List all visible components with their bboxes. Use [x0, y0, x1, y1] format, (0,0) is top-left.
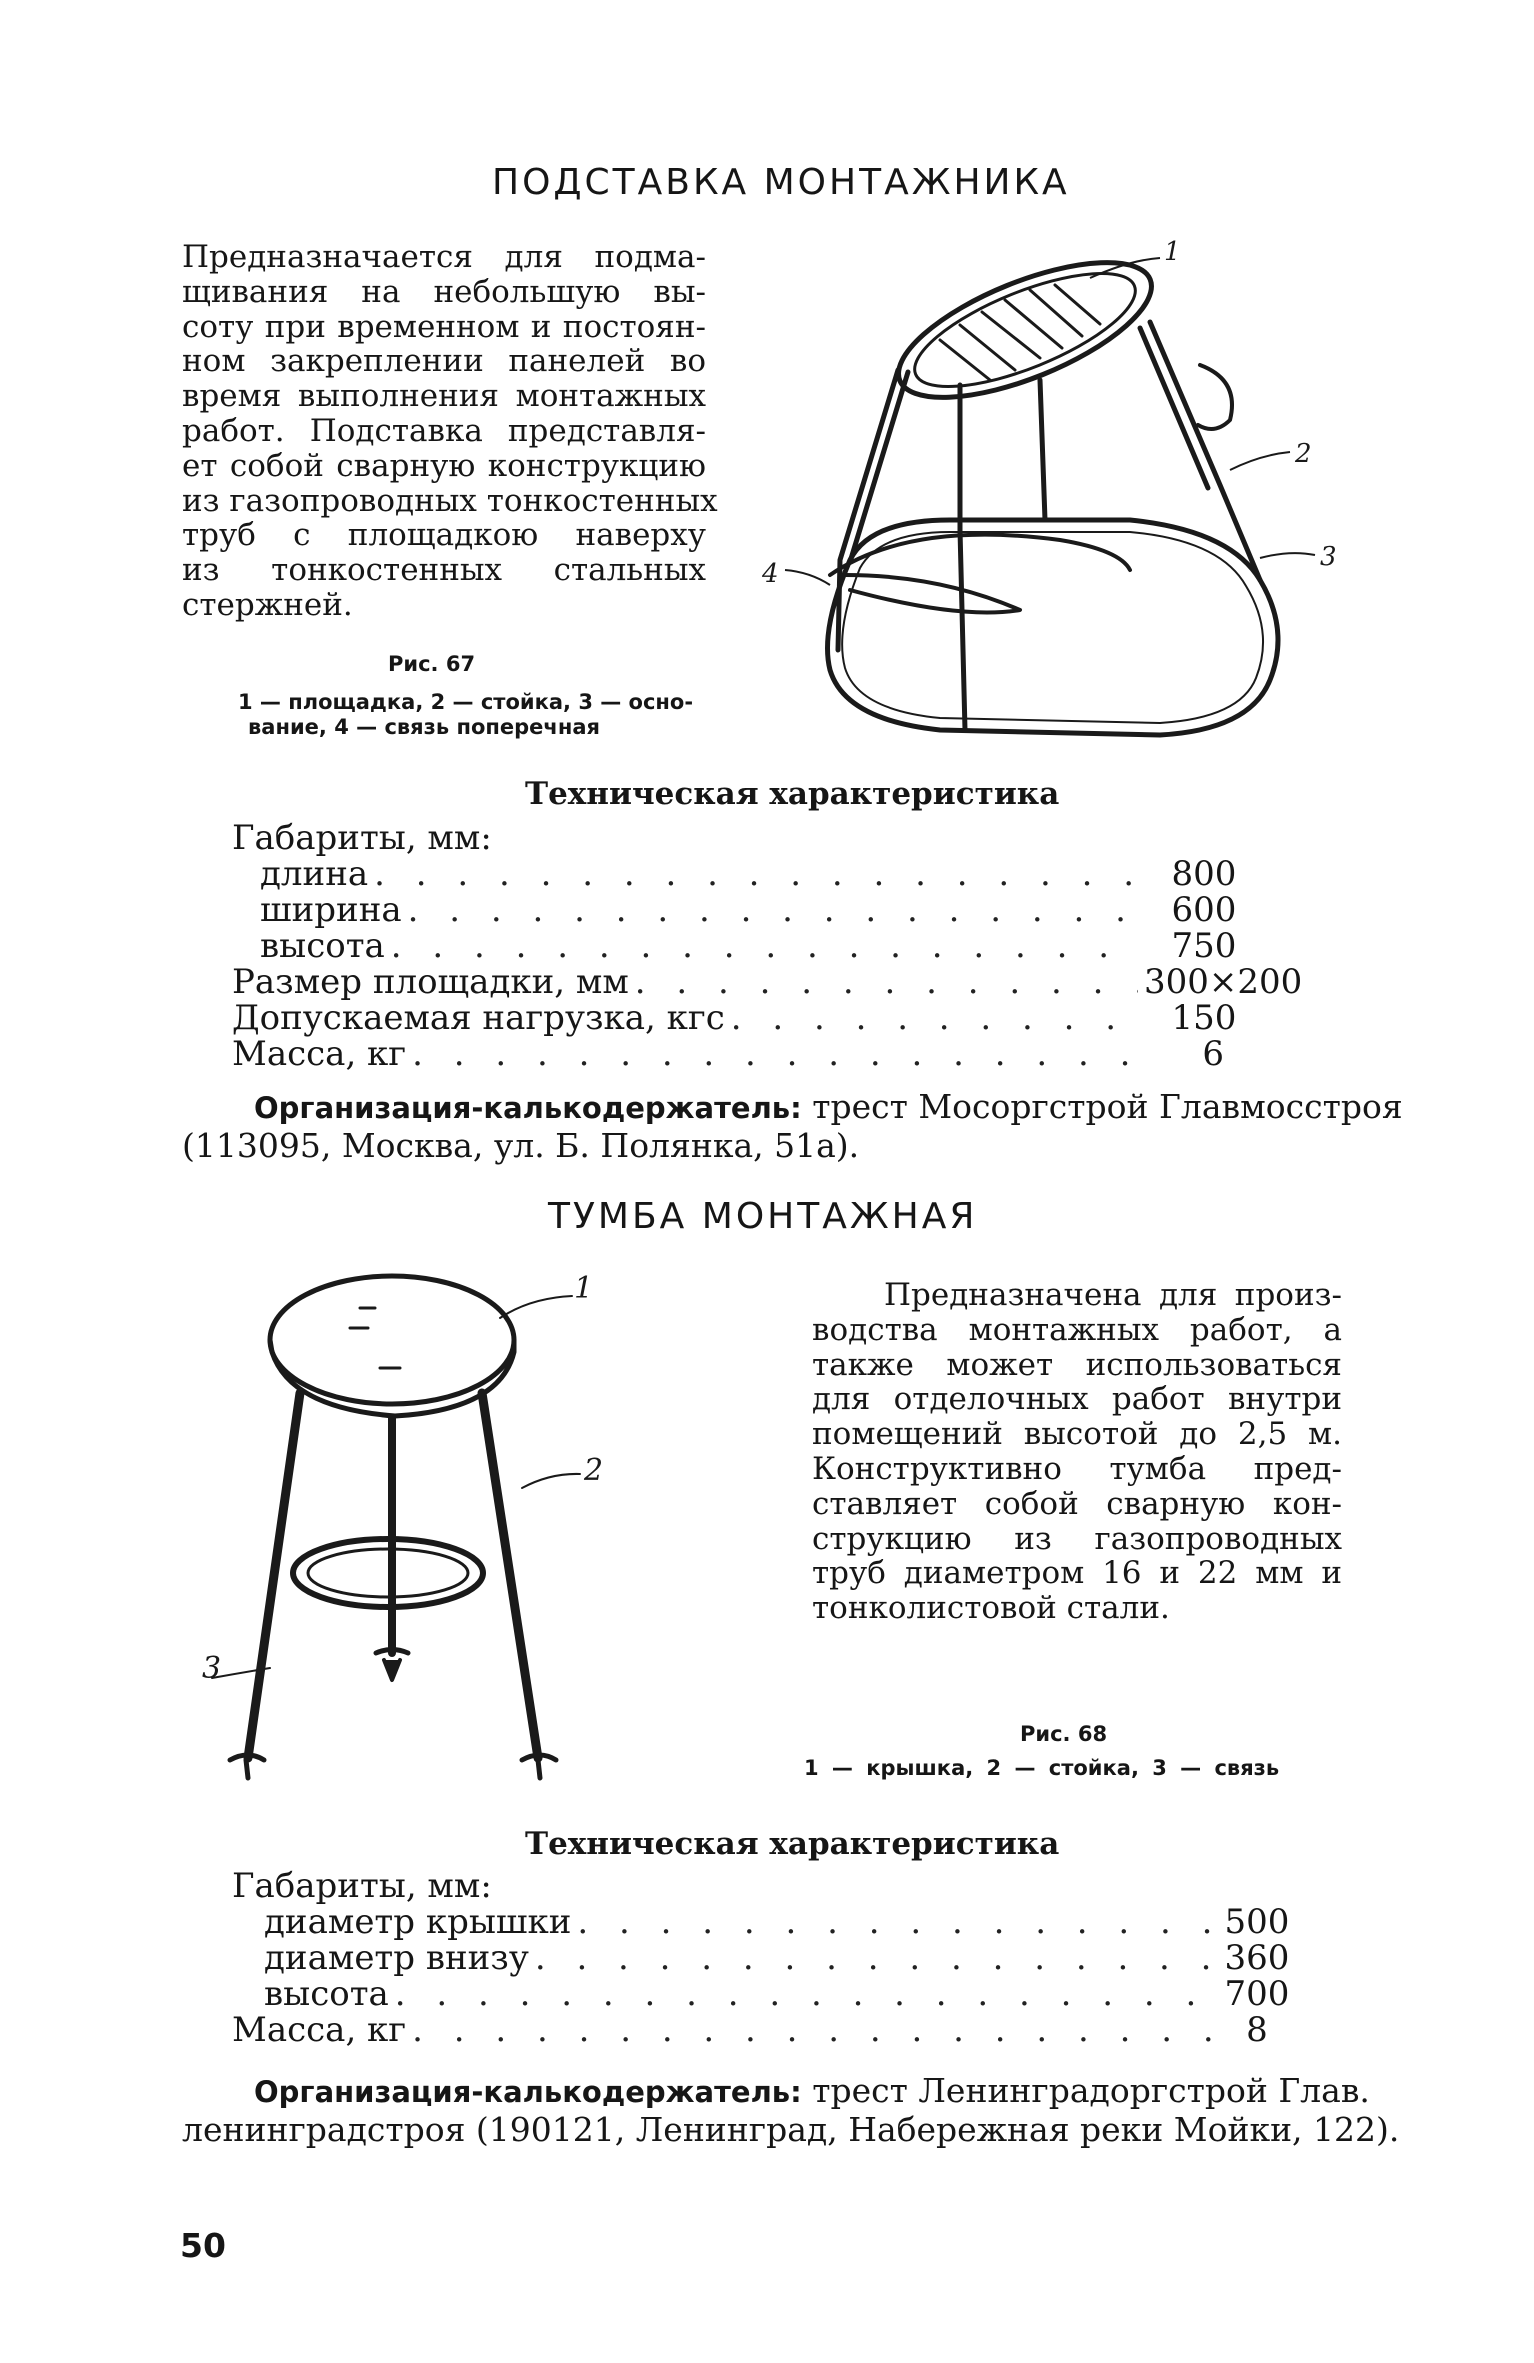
description-line: стержней.	[182, 586, 353, 623]
figure-title-68: Рис. 68	[1020, 1722, 1108, 1746]
spec-label: Масса, кг	[232, 2010, 407, 2050]
spec-row	[232, 818, 1264, 858]
spec-value: 750	[1171, 926, 1237, 966]
callout-3: 3	[1320, 542, 1337, 572]
description-line: работ. Подставка представля-	[182, 412, 706, 449]
description-line: ет собой сварную конструкцию	[182, 447, 706, 484]
callout-1: 1	[1164, 237, 1181, 267]
leader-dots	[535, 1938, 1216, 1978]
spec-label: Допускаемая нагрузка, кгс	[232, 998, 725, 1038]
org-text: трест Мосоргстрой Главмосстроя	[801, 1087, 1403, 1126]
org-label: Организация-калькодержатель:	[254, 1091, 802, 1125]
org-line	[182, 2071, 1370, 2111]
spec-value: 150	[1171, 998, 1237, 1038]
figure-68-illustration	[200, 1268, 620, 1808]
page-number: 50	[180, 2226, 226, 2265]
leader-dots	[731, 998, 1138, 1038]
organization-podstavka	[182, 1087, 1403, 1165]
spec-row	[232, 1974, 1292, 2014]
callout-2: 2	[1295, 439, 1312, 469]
description-line: Конструктивно тумба пред-	[812, 1450, 1342, 1487]
description-podstavka	[182, 239, 718, 623]
spec-row	[232, 854, 1264, 894]
description-line: струкцию из газопроводных	[812, 1520, 1342, 1557]
organization-tumba	[182, 2071, 1400, 2149]
leader-dots	[395, 1974, 1216, 2014]
spec-row	[232, 890, 1264, 930]
description-line: Предназначена для произ-	[884, 1277, 1342, 1313]
figure-caption-68: 1 — крышка, 2 — стойка, 3 — связь	[804, 1756, 1280, 1780]
description-line: соту при временном и постоян-	[182, 308, 706, 345]
spec-label: Габариты, мм:	[232, 818, 492, 858]
spec-value: 6	[1202, 1034, 1224, 1074]
spec-row	[232, 1938, 1292, 1978]
leader-dots	[391, 926, 1138, 966]
spec-label: диаметр крышки	[264, 1902, 572, 1942]
org-line: ленинградстроя (190121, Ленинград, Набережная реки Мойки, 122).	[182, 2110, 1400, 2149]
spec-row	[232, 962, 1303, 1002]
spec-row	[232, 1866, 1292, 1906]
description-line: тонколистовой стали.	[812, 1590, 1170, 1627]
description-line: труб с площадкою наверху	[182, 517, 706, 554]
spec-row	[232, 998, 1264, 1038]
description-line: ставляет собой сварную кон-	[812, 1485, 1342, 1522]
callout-1: 1	[574, 1271, 594, 1306]
spec-label: Размер площадки, мм	[232, 962, 629, 1002]
description-line: щивания на небольшую вы-	[182, 273, 706, 310]
org-line	[182, 1087, 1403, 1127]
description-line: также может использоваться	[812, 1346, 1342, 1383]
callout-2: 2	[584, 1453, 604, 1488]
figure-title-67: Рис. 67	[388, 652, 476, 676]
description-tumba	[812, 1278, 1342, 1626]
figure-67-illustration	[762, 230, 1350, 770]
spec-value: 700	[1224, 1974, 1290, 2014]
callout-3: 3	[202, 1651, 222, 1686]
section-title-tumba: ТУМБА МОНТАЖНАЯ	[548, 1196, 978, 1237]
leader-dots	[635, 962, 1138, 1002]
section-title-podstavka: ПОДСТАВКА МОНТАЖНИКА	[492, 162, 1070, 203]
spec-row	[232, 926, 1264, 966]
leader-dots	[577, 1902, 1216, 1942]
description-line: Предназначается для подма-	[182, 239, 706, 275]
description-line: из тонкостенных стальных	[182, 552, 706, 589]
spec-label: Габариты, мм:	[232, 1866, 492, 1906]
org-text: трест Ленинградоргстрой Глав.	[801, 2071, 1370, 2110]
caption-line: вание, 4 — связь поперечная	[248, 715, 601, 739]
description-line: водства монтажных работ, а	[812, 1311, 1342, 1348]
leader-dots	[374, 854, 1138, 894]
specs-title-tumba: Техническая характеристика	[525, 1826, 1060, 1862]
description-line: труб диаметром 16 и 22 мм и	[812, 1555, 1342, 1592]
spec-label: высота	[264, 1974, 389, 2014]
spec-value: 800	[1171, 854, 1237, 894]
specs-table-podstavka	[232, 818, 1303, 1074]
description-line: ном закреплении панелей во	[182, 343, 706, 380]
description-line: из газопроводных тонкостенных	[182, 482, 718, 519]
spec-label: Масса, кг	[232, 1034, 407, 1074]
specs-title-podstavka: Техническая характеристика	[525, 776, 1060, 812]
spec-label: ширина	[260, 890, 402, 930]
spec-value: 300×200	[1144, 962, 1303, 1002]
spec-label: диаметр внизу	[264, 1938, 529, 1978]
spec-label: высота	[260, 926, 385, 966]
caption-line: 1 — площадка, 2 — стойка, 3 — осно-	[238, 690, 694, 714]
leader-dots	[408, 890, 1138, 930]
spec-value: 500	[1224, 1902, 1290, 1942]
org-label: Организация-калькодержатель:	[254, 2075, 802, 2109]
spec-label: длина	[260, 854, 369, 894]
leader-dots	[412, 1034, 1138, 1074]
callout-4: 4	[762, 559, 779, 589]
spec-row	[232, 2010, 1292, 2050]
leader-dots	[412, 2010, 1216, 2050]
description-line: для отделочных работ внутри	[812, 1381, 1342, 1418]
spec-value: 8	[1246, 2010, 1268, 2050]
figure-caption-67	[238, 690, 708, 740]
spec-row	[232, 1034, 1264, 1074]
spec-value: 360	[1224, 1938, 1290, 1978]
description-line: помещений высотой до 2,5 м.	[812, 1416, 1342, 1453]
spec-row	[232, 1902, 1292, 1942]
description-line: время выполнения монтажных	[182, 378, 706, 415]
specs-table-tumba	[232, 1866, 1292, 2050]
org-line: (113095, Москва, ул. Б. Полянка, 51а).	[182, 1126, 860, 1165]
spec-value: 600	[1171, 890, 1237, 930]
